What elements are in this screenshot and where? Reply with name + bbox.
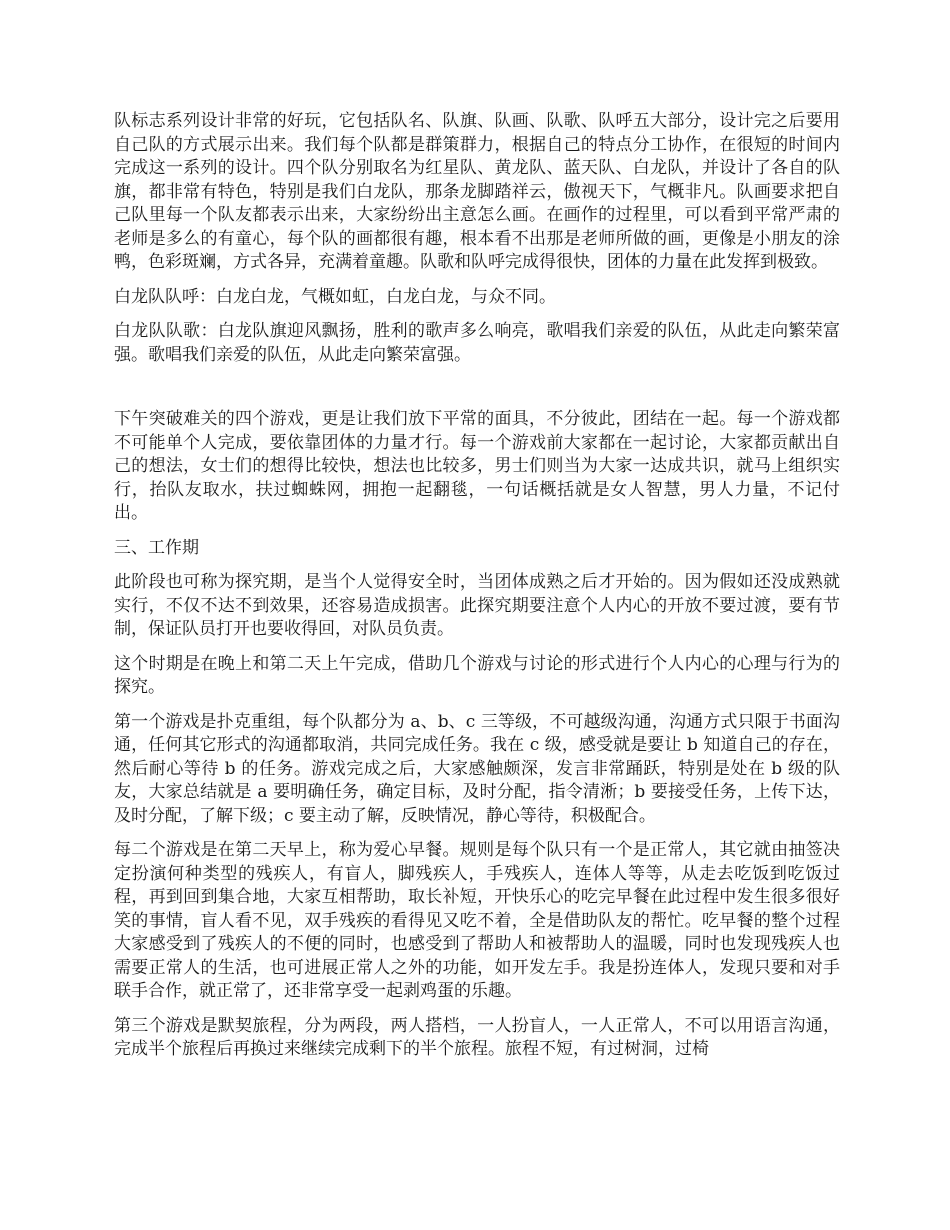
paragraph-period-timing: 这个时期是在晚上和第二天上午完成，借助几个游戏与讨论的形式进行个人内心的心理与行为的探究。 xyxy=(114,653,840,697)
paragraph-team-song: 白龙队队歌：白龙队旗迎风飘扬，胜利的歌声多么响亮，歌唱我们亲爱的队伍，从此走向繁荣富强。歌唱我们亲爱的队伍，从此走向繁荣富强。 xyxy=(114,321,840,365)
paragraph-third-game: 第三个游戏是默契旅程，分为两段，两人搭档，一人扮盲人，一人正常人，不可以用语言沟通，完成半个旅程后再换过来继续完成剩下的半个旅程。旅程不短，有过树洞，过椅 xyxy=(114,1015,840,1059)
section-heading-work-period: 三、工作期 xyxy=(114,537,199,558)
paragraph-afternoon-games: 下午突破难关的四个游戏，更是让我们放下平常的面具，不分彼此，团结在一起。每一个游戏都不可能单个人完成，要依靠团体的力量才行。每一个游戏前大家都在一起讨论，大家都贡献出自己的想法，女士们的想得比较快，想法也比较多，男士们则当为大家一达成共识，就马上组织实行，抬队友取水，扶过蜘蛛网，拥抱一起翻毯，一句话概括就是女人智慧，男人力量，不记付出。 xyxy=(114,409,840,523)
paragraph-exploration-period: 此阶段也可称为探究期，是当个人觉得安全时，当团体成熟之后才开始的。因为假如还没成熟就实行，不仅不达不到效果，还容易造成损害。此探究期要注意个人内心的开放不要过渡，要有节制，保证队员打开也要收得回，对队员负责。 xyxy=(114,572,840,639)
document-body xyxy=(114,110,840,1073)
paragraph-second-game: 每二个游戏是在第二天早上，称为爱心早餐。规则是每个队只有一个是正常人，其它就由抽签决定扮演何种类型的残疾人，有盲人，脚残疾人，手残疾人，连体人等等，从走去吃饭到吃饭过程，再到回到集合地，大家互相帮助，取长补短，开快乐心的吃完早餐在此过程中发生很多很好笑的事情，盲人看不见，双手残疾的看得见又吃不着，全是借助队友的帮忙。吃早餐的整个过程大家感受到了残疾人的不便的同时，也感受到了帮助人和被帮助人的温暖，同时也发现残疾人也需要正常人的生活，也可进展正常人之外的功能，如开发左手。我是扮连体人，发现只要和对手联手合作，就正常了，还非常享受一起剥鸡蛋的乐趣。 xyxy=(114,840,840,1001)
paragraph-team-logo-design: 队标志系列设计非常的好玩，它包括队名、队旗、队画、队歌、队呼五大部分，设计完之后要用自己队的方式展示出来。我们每个队都是群策群力，根据自己的特点分工协作，在很短的时间内完成这一系列的设计。四个队分别取名为红星队、黄龙队、蓝天队、白龙队，并设计了各自的队旗，都非常有特色，特别是我们白龙队，那条龙脚踏祥云，傲视天下，气概非凡。队画要求把自己队里每一个队友都表示出来，大家纷纷出主意怎么画。在画作的过程里，可以看到平常严肃的老师是多么的有童心，每个队的画都很有趣，根本看不出那是老师所做的画，更像是小朋友的涂鸭，色彩斑斓，方式各异，充满着童趣。队歌和队呼完成得很快，团体的力量在此发挥到极致。 xyxy=(114,111,840,272)
paragraph-first-game: 第一个游戏是扑克重组，每个队都分为 a、b、c 三等级，不可越级沟通，沟通方式只限于书面沟通，任何其它形式的沟通都取消，共同完成任务。我在 c 级，感受就是要让 b 知道自己的存在，然后耐心等待 b 的任务。游戏完成之后，大家感触颇深，发言非常踊跃，特别是处在 b 级的队友，大家总结就是 a 要明确任务，确定目标，及时分配，指令清淅；b 要接受任务，上传下达，及时分配，了解下级；c 要主动了解，反映情况，静心等待，积极配合。 xyxy=(114,711,840,826)
paragraph-team-slogan: 白龙队队呼：白龙白龙，气概如虹，白龙白龙，与众不同。 xyxy=(114,286,556,307)
